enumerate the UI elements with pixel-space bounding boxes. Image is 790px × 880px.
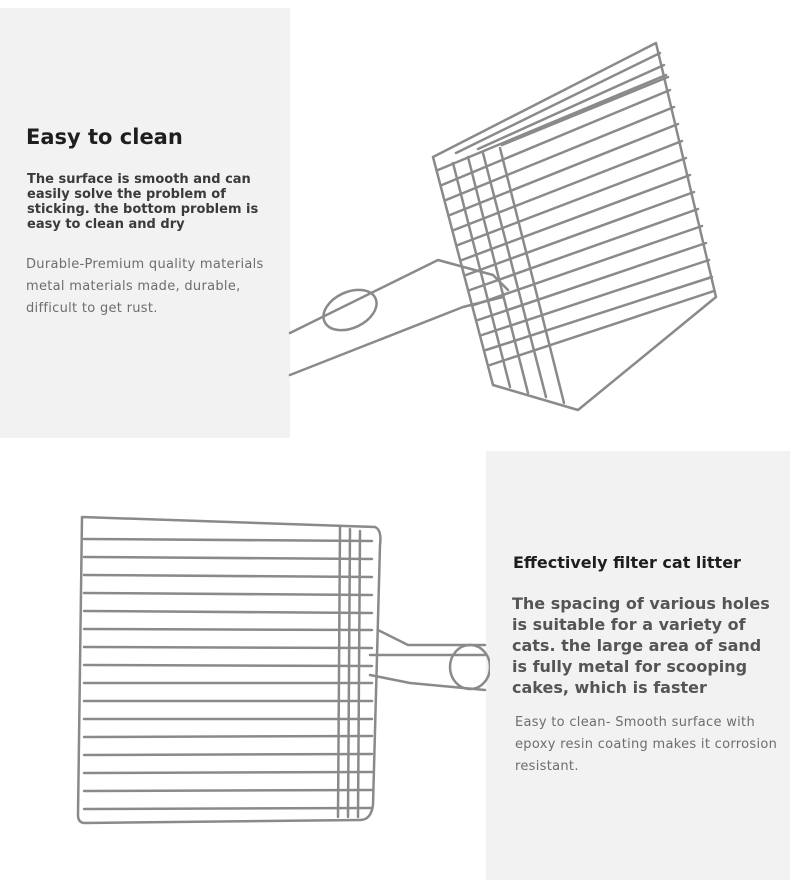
easy-to-clean-description: Durable-Premium quality materials metal materials made, durable, difficult to get rust. [26, 257, 264, 316]
filter-litter-heading: Effectively filter cat litter [513, 553, 741, 572]
easy-to-clean-subheading: The surface is smooth and can easily solve the problem of sticking. the bottom problem is easy to clean and dry [27, 172, 259, 232]
filter-litter-description: Easy to clean- Smooth surface with epoxy resin coating makes it corrosion resistant. [515, 715, 778, 774]
scoop-angled-image [288, 35, 728, 415]
easy-to-clean-heading: Easy to clean [26, 125, 183, 149]
scoop-flat-image [70, 505, 490, 835]
filter-litter-subheading: The spacing of various holes is suitable for a variety of cats. the large area of sand is fully metal for scooping cakes, which is faster [512, 594, 770, 697]
